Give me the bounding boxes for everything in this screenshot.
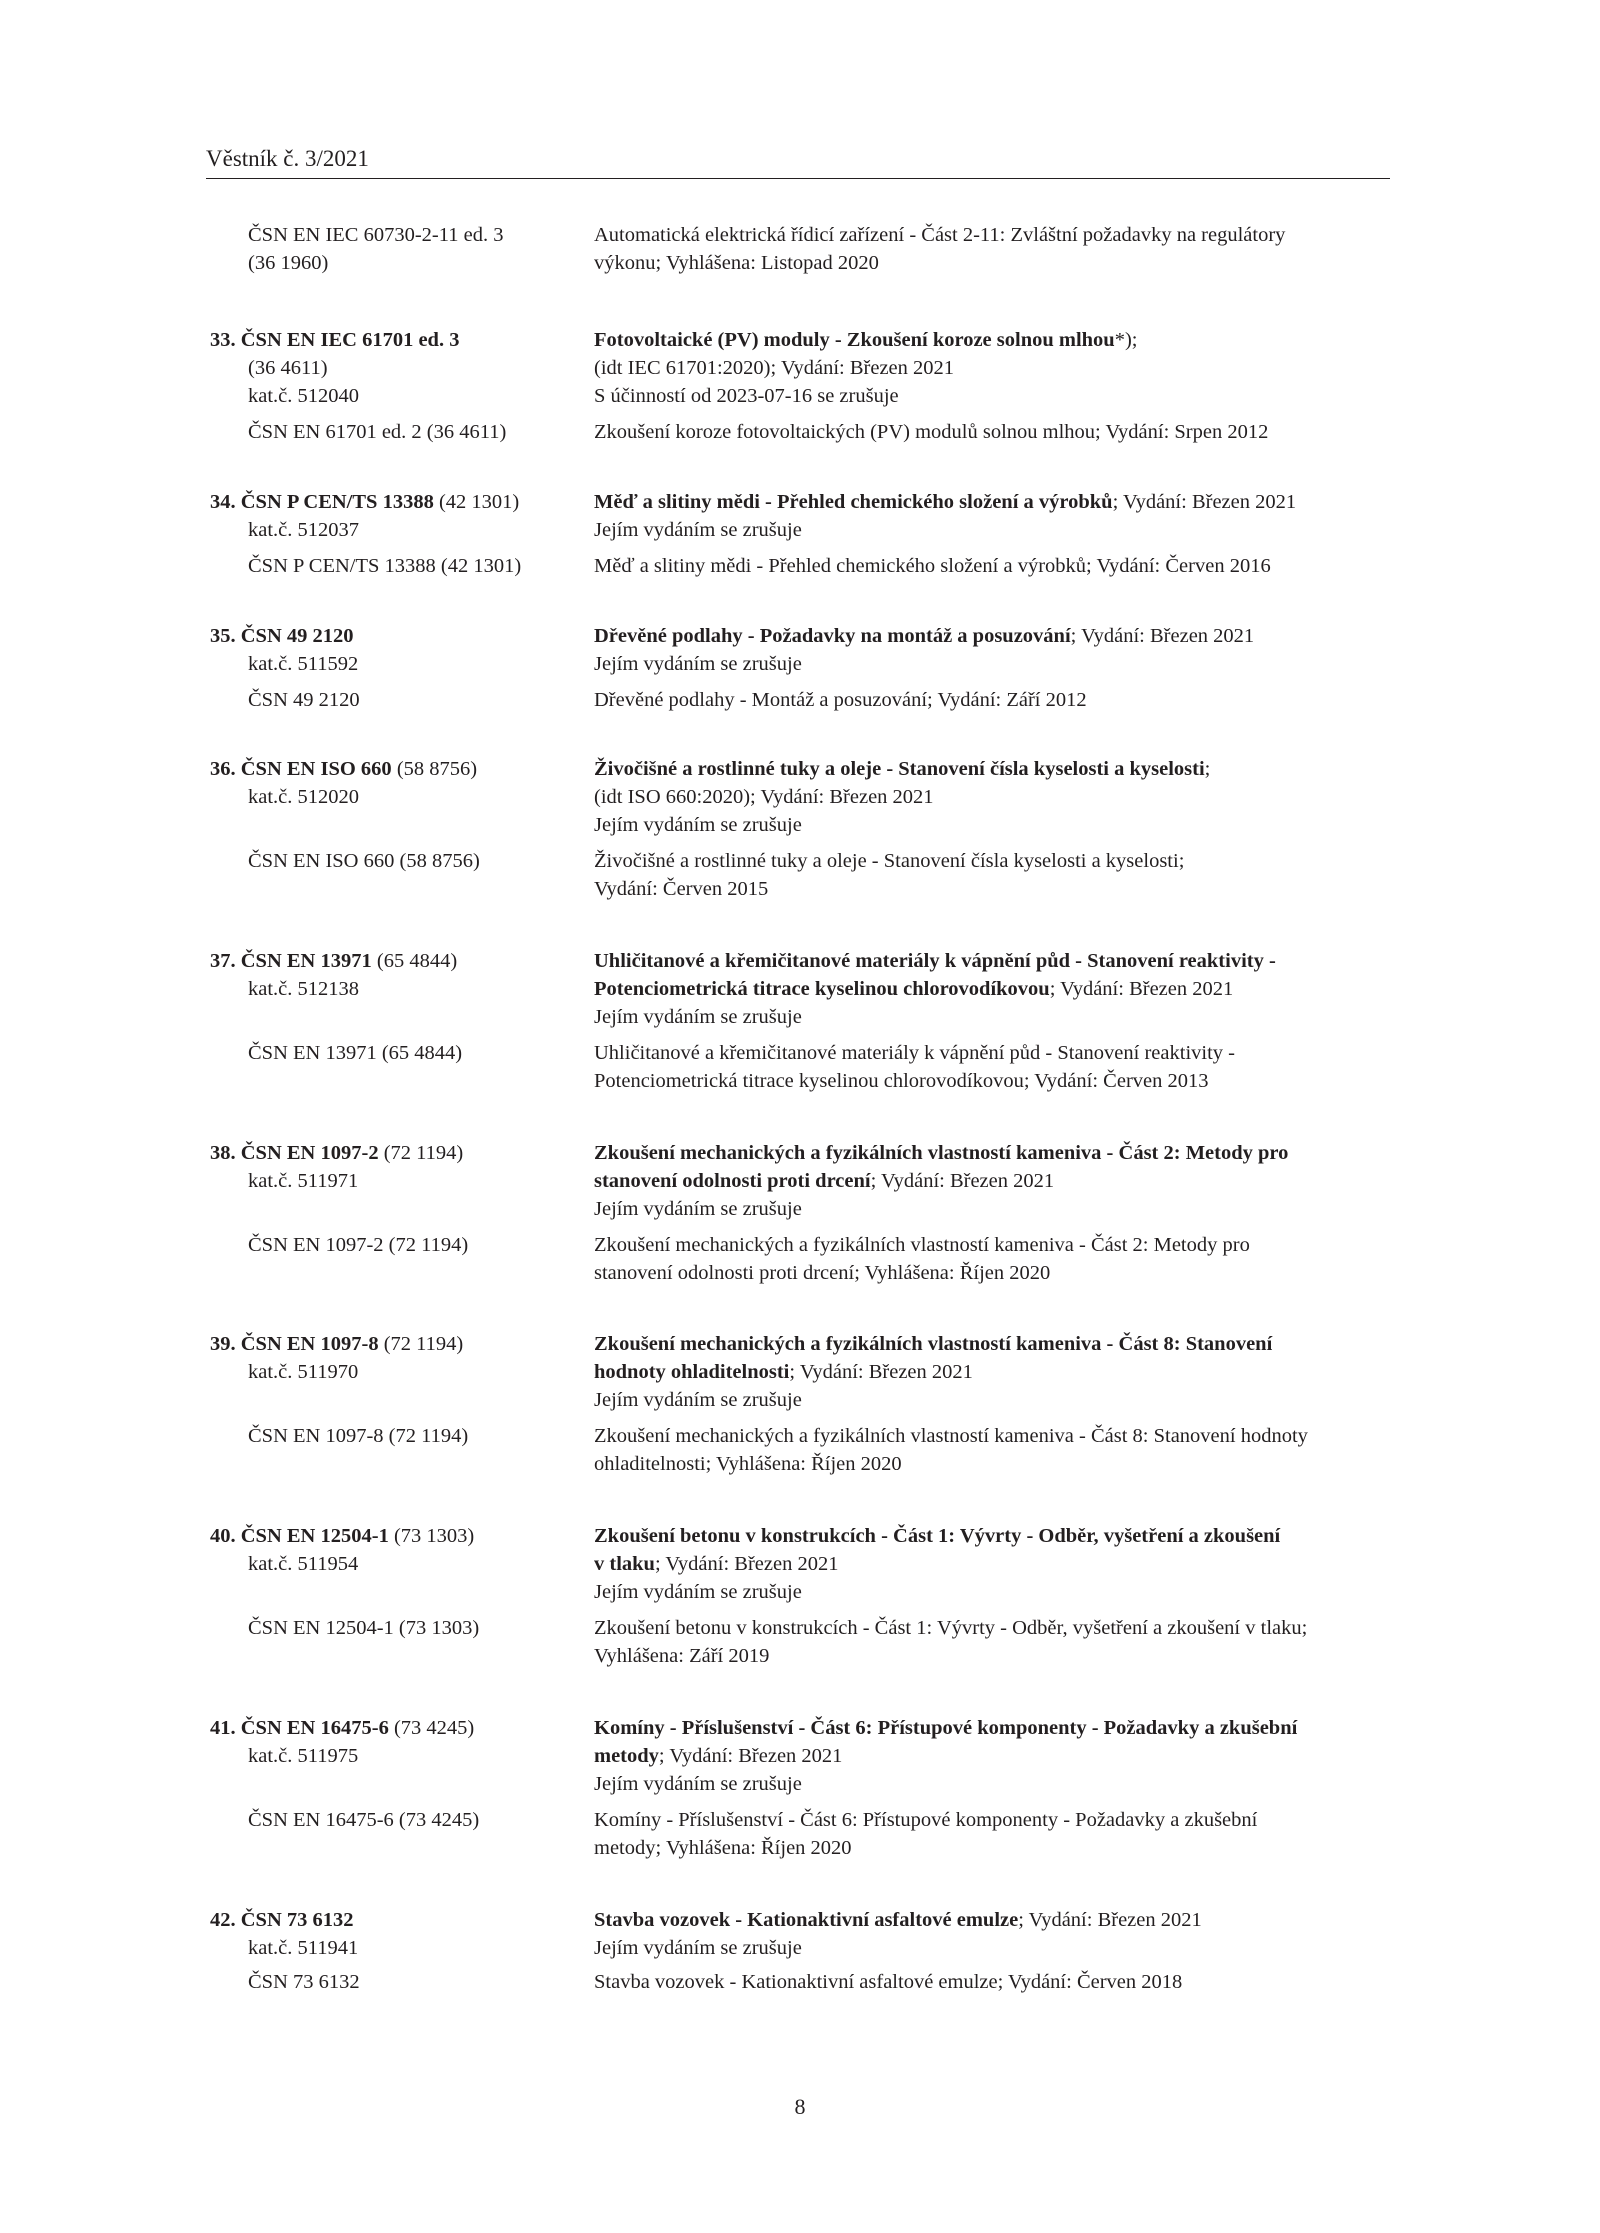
old-standard-desc: Zkoušení mechanických a fyzikálních vlastností kameniva - Část 8: Stanovení hodnoty: [594, 1425, 1308, 1447]
entry-title: Potenciometrická titrace kyselinou chlorovodíkovou; Vydání: Březen 2021: [594, 978, 1234, 1000]
bulletin-title: Věstník č. 3/2021: [206, 146, 369, 171]
entry-title: Komíny - Příslušenství - Část 6: Přístupové komponenty - Požadavky a zkušební: [594, 1717, 1298, 1739]
entry-code: 42. ČSN 73 6132: [210, 1909, 354, 1931]
old-standard-desc: metody; Vyhlášena: Říjen 2020: [594, 1837, 852, 1859]
entry-title: Stavba vozovek - Kationaktivní asfaltové emulze; Vydání: Březen 2021: [594, 1909, 1202, 1931]
entry-code: 34. ČSN P CEN/TS 13388 (42 1301): [210, 491, 520, 513]
entry-repeal-note: Jejím vydáním se zrušuje: [594, 519, 802, 541]
old-standard-id: ČSN 73 6132: [248, 1971, 360, 1993]
entry-36: [210, 755, 1400, 903]
old-standard-desc: Stavba vozovek - Kationaktivní asfaltové emulze; Vydání: Červen 2018: [594, 1971, 1183, 1993]
entry-32-continuation: [210, 221, 1400, 277]
entry-repeal-note: Jejím vydáním se zrušuje: [594, 1773, 802, 1795]
page-number: 8: [794, 2094, 806, 2119]
old-standard-desc: Potenciometrická titrace kyselinou chlorovodíkovou; Vydání: Červen 2013: [594, 1070, 1209, 1092]
entry-title: Zkoušení mechanických a fyzikálních vlastností kameniva - Část 2: Metody pro: [594, 1142, 1289, 1164]
entry-catalog-number: kat.č. 512037: [248, 519, 360, 541]
old-standard-desc: Uhličitanové a křemičitanové materiály k vápnění půd - Stanovení reaktivity -: [594, 1042, 1235, 1064]
old-standard-desc: Vydání: Červen 2015: [594, 878, 769, 900]
entry-37: [210, 947, 1400, 1095]
entry-repeal-note: Jejím vydáním se zrušuje: [594, 1581, 802, 1603]
entry-catalog-number: kat.č. 512020: [248, 786, 360, 808]
entry-catalog-number: kat.č. 511941: [248, 1937, 359, 1959]
entry-title: Zkoušení betonu v konstrukcích - Část 1: Vývrty - Odběr, vyšetření a zkoušení: [594, 1525, 1281, 1547]
entry-code: 38. ČSN EN 1097-2 (72 1194): [210, 1142, 464, 1164]
entry-code: 40. ČSN EN 12504-1 (73 1303): [210, 1525, 475, 1547]
entry-code: 39. ČSN EN 1097-8 (72 1194): [210, 1333, 464, 1355]
old-standard-id: ČSN EN ISO 660 (58 8756): [248, 850, 480, 872]
entry-title: metody; Vydání: Březen 2021: [594, 1745, 843, 1767]
entry-code: 37. ČSN EN 13971 (65 4844): [210, 950, 458, 972]
old-standard-desc: Dřevěné podlahy - Montáž a posuzování; Vydání: Září 2012: [594, 689, 1087, 711]
old-standard-desc: Automatická elektrická řídicí zařízení - Část 2-11: Zvláštní požadavky na regulátory: [594, 224, 1286, 246]
entry-repeal-note: Jejím vydáním se zrušuje: [594, 1006, 802, 1028]
entry-repeal-note: Jejím vydáním se zrušuje: [594, 1389, 802, 1411]
old-standard-id: ČSN EN 61701 ed. 2 (36 4611): [248, 421, 507, 443]
entry-title: Dřevěné podlahy - Požadavky na montáž a posuzování; Vydání: Březen 2021: [594, 625, 1255, 647]
entry-catalog-number: kat.č. 512040: [248, 385, 360, 407]
entry-catalog-number: kat.č. 511592: [248, 653, 359, 675]
entry-38: [210, 1139, 1400, 1287]
entry-code: 33. ČSN EN IEC 61701 ed. 3: [210, 329, 460, 351]
entry-catalog-number: kat.č. 511970: [248, 1361, 359, 1383]
old-standard-desc: Zkoušení mechanických a fyzikálních vlastností kameniva - Část 2: Metody pro: [594, 1234, 1250, 1256]
entry-33: [210, 326, 1400, 446]
old-standard-desc: Měď a slitiny mědi - Přehled chemického složení a výrobků; Vydání: Červen 2016: [594, 555, 1271, 577]
entry-39: [210, 1330, 1400, 1478]
old-standard-id: ČSN EN 12504-1 (73 1303): [248, 1617, 480, 1639]
old-standard-id: ČSN 49 2120: [248, 689, 360, 711]
entry-title: stanovení odolnosti proti drcení; Vydání: Březen 2021: [594, 1170, 1055, 1192]
old-standard-id: ČSN EN 16475-6 (73 4245): [248, 1809, 480, 1831]
entry-title: hodnoty ohladitelnosti; Vydání: Březen 2021: [594, 1361, 973, 1383]
old-standard-desc: ohladitelnosti; Vyhlášena: Říjen 2020: [594, 1453, 902, 1475]
entry-title: Uhličitanové a křemičitanové materiály k vápnění půd - Stanovení reaktivity -: [594, 950, 1276, 972]
old-standard-id: ČSN EN 1097-8 (72 1194): [248, 1425, 469, 1447]
old-standard-desc: Zkoušení betonu v konstrukcích - Část 1: Vývrty - Odběr, vyšetření a zkoušení v tlaku;: [594, 1617, 1308, 1639]
entry-34: [210, 488, 1400, 580]
old-standard-id: ČSN P CEN/TS 13388 (42 1301): [248, 555, 522, 577]
old-standard-desc: Zkoušení koroze fotovoltaických (PV) modulů solnou mlhou; Vydání: Srpen 2012: [594, 421, 1269, 443]
entry-repeal-note: Jejím vydáním se zrušuje: [594, 1198, 802, 1220]
old-standard-desc: Vyhlášena: Září 2019: [594, 1645, 770, 1667]
entry-title: Živočišné a rostlinné tuky a oleje - Stanovení čísla kyselosti a kyselosti;: [594, 758, 1211, 780]
old-standard-desc: stanovení odolnosti proti drcení; Vyhlášena: Říjen 2020: [594, 1262, 1051, 1284]
page-header: [206, 144, 1390, 179]
old-standard-id: ČSN EN 13971 (65 4844): [248, 1042, 463, 1064]
entry-repeal-note: Jejím vydáním se zrušuje: [594, 1937, 802, 1959]
entry-title: Měď a slitiny mědi - Přehled chemického složení a výrobků; Vydání: Březen 2021: [594, 491, 1297, 513]
entry-title: Fotovoltaické (PV) moduly - Zkoušení koroze solnou mlhou*);: [594, 329, 1138, 351]
entry-repeal-note: Jejím vydáním se zrušuje: [594, 653, 802, 675]
entry-repeal-note: S účinností od 2023-07-16 se zrušuje: [594, 385, 899, 407]
old-standard-desc: Komíny - Příslušenství - Část 6: Přístupové komponenty - Požadavky a zkušební: [594, 1809, 1258, 1831]
entry-detail: (idt IEC 61701:2020); Vydání: Březen 2021: [594, 357, 955, 379]
entry-code: 41. ČSN EN 16475-6 (73 4245): [210, 1717, 475, 1739]
old-standard-id: ČSN EN 1097-2 (72 1194): [248, 1234, 469, 1256]
old-standard-desc: výkonu; Vyhlášena: Listopad 2020: [594, 252, 879, 274]
entry-catalog-number: kat.č. 512138: [248, 978, 360, 1000]
entry-42: [210, 1906, 1400, 1996]
entry-catalog-number: kat.č. 511975: [248, 1745, 359, 1767]
entry-class: (36 4611): [248, 357, 328, 379]
entry-title: v tlaku; Vydání: Březen 2021: [594, 1553, 839, 1575]
entry-detail: (idt ISO 660:2020); Vydání: Březen 2021: [594, 786, 934, 808]
entry-catalog-number: kat.č. 511954: [248, 1553, 359, 1575]
entry-code: 36. ČSN EN ISO 660 (58 8756): [210, 758, 478, 780]
entry-41: [210, 1714, 1400, 1862]
entry-code: 35. ČSN 49 2120: [210, 625, 354, 647]
entry-catalog-number: kat.č. 511971: [248, 1170, 359, 1192]
entry-35: [210, 622, 1400, 714]
old-standard-class: (36 1960): [248, 252, 329, 274]
entry-40: [210, 1522, 1400, 1670]
entry-title: Zkoušení mechanických a fyzikálních vlastností kameniva - Část 8: Stanovení: [594, 1333, 1273, 1355]
old-standard-desc: Živočišné a rostlinné tuky a oleje - Stanovení čísla kyselosti a kyselosti;: [594, 850, 1185, 872]
old-standard-id: ČSN EN IEC 60730-2-11 ed. 3: [248, 224, 504, 246]
entry-repeal-note: Jejím vydáním se zrušuje: [594, 814, 802, 836]
